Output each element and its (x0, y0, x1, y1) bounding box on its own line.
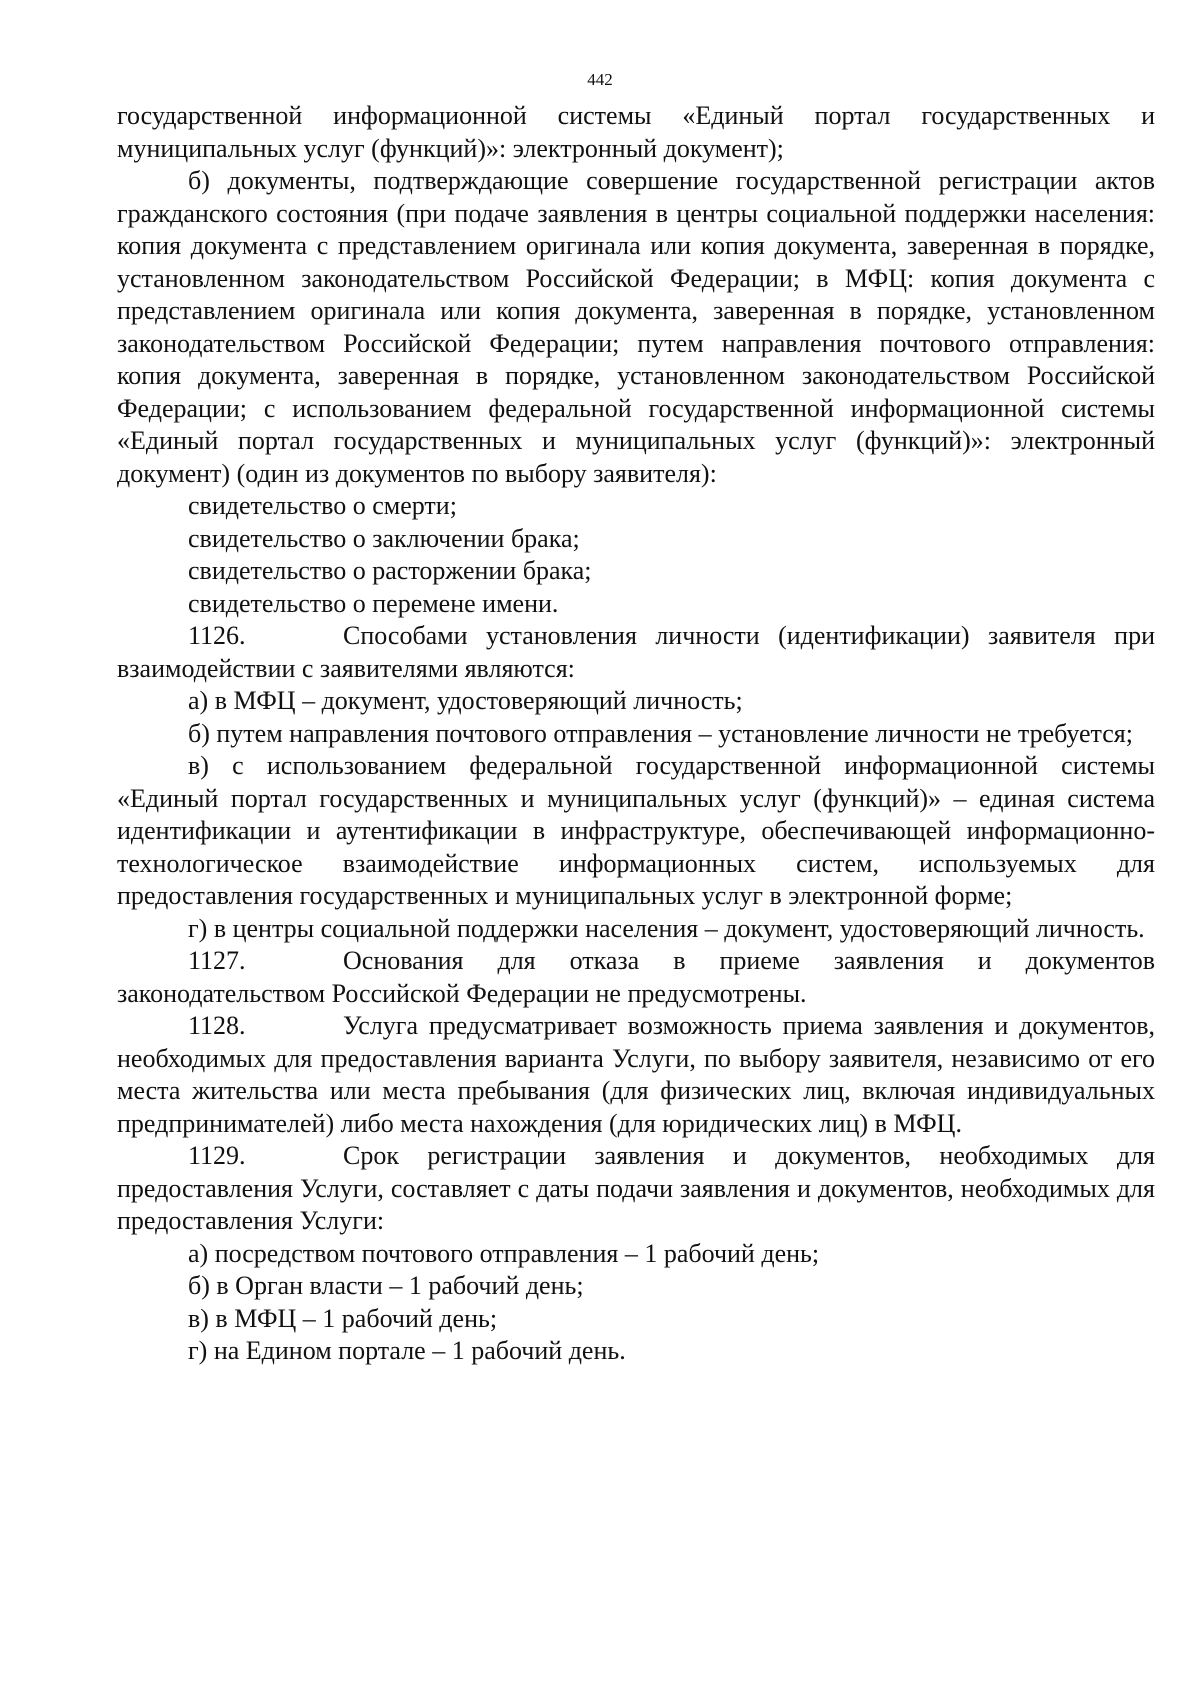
item-1129-a: а) посредством почтового отправления – 1 рабочий день; (188, 1238, 820, 1268)
item-1126-a: а) в МФЦ – документ, удостоверяющий личность; (188, 686, 743, 715)
clause-number: 1129. (188, 1141, 246, 1170)
p-1126-v: в) с использованием федеральной государственной информационной системы «Единый портал государственных и муниципальных услуг (функций)» – единая система идентификации и аутентификации в инфраструктуре, обеспечивающей информационно-технологическое взаимодействие информационных систем, используемых для предоставления государственных и муниципальных услуг в электронной форме; (117, 751, 1155, 910)
p-b-documents: б) документы, подтверждающие совершение государственной регистрации актов гражданского состояния (при подаче заявления в центры социальной поддержки населения: копия документа с представлением оригинала или копия документа, заверенная в порядке, установленном законодательством Российской Федерации; в МФЦ: копия документа с представлением оригинала или копия документа, заверенная в порядке, установленном законодательством Российской Федерации; путем направления почтового отправления: копия документа, заверенная в порядке, установленном законодательством Российской Федерации; с использованием федеральной государственной информационной системы «Единый портал государственных и муниципальных услуг (функций)»: электронный документ) (один из документов по выбору заявителя): (117, 166, 1155, 488)
document-body (117, 100, 1155, 1368)
clause-1129 (117, 1140, 1155, 1238)
clause-number: 1127. (188, 946, 246, 975)
item-1129-g: г) на Едином портале – 1 рабочий день. (188, 1336, 626, 1365)
clause-text: Услуга предусматривает возможность приема заявления и документов, необходимых для предоставления варианта Услуги, по выбору заявителя, независимо от его места жительства или места пребывания (для физических лиц, включая индивидуальных предпринимателей) либо места нахождения (для юридических лиц) в МФЦ. (117, 1011, 1155, 1138)
item-1129-v: в) в МФЦ – 1 рабочий день; (188, 1303, 498, 1333)
clause-1128 (117, 1010, 1155, 1140)
clause-text: Основания для отказа в приеме заявления и документов законодательством Российской Федерации не предусмотрены. (117, 946, 1155, 1008)
clause-text: Срок регистрации заявления и документов, необходимых для предоставления Услуги, составляет с даты подачи заявления и документов, необходимых для предоставления Услуги: (117, 1141, 1155, 1235)
clause-number: 1126. (188, 621, 246, 650)
clause-1127 (117, 945, 1155, 1010)
p-1126-b: б) путем направления почтового отправления – установление личности не требуется; (188, 718, 1133, 748)
p-1126-g: г) в центры социальной поддержки населения – документ, удостоверяющий личность. (188, 913, 1145, 943)
clause-text: Способами установления личности (идентификации) заявителя при взаимодействии с заявителями являются: (117, 621, 1155, 683)
item-marriage-certificate: свидетельство о заключении брака; (188, 523, 580, 553)
p-continuation: государственной информационной системы «Единый портал государственных и муниципальных услуг (функций)»: электронный документ); (117, 101, 1155, 163)
item-name-change-certificate: свидетельство о перемене имени. (188, 588, 559, 618)
clause-number: 1128. (188, 1011, 246, 1040)
item-divorce-certificate: свидетельство о расторжении брака; (188, 556, 592, 585)
clause-1126 (117, 620, 1155, 685)
item-1129-b: б) в Орган власти – 1 рабочий день; (188, 1271, 584, 1300)
page-number: 442 (587, 70, 613, 89)
item-death-certificate: свидетельство о смерти; (188, 491, 457, 520)
